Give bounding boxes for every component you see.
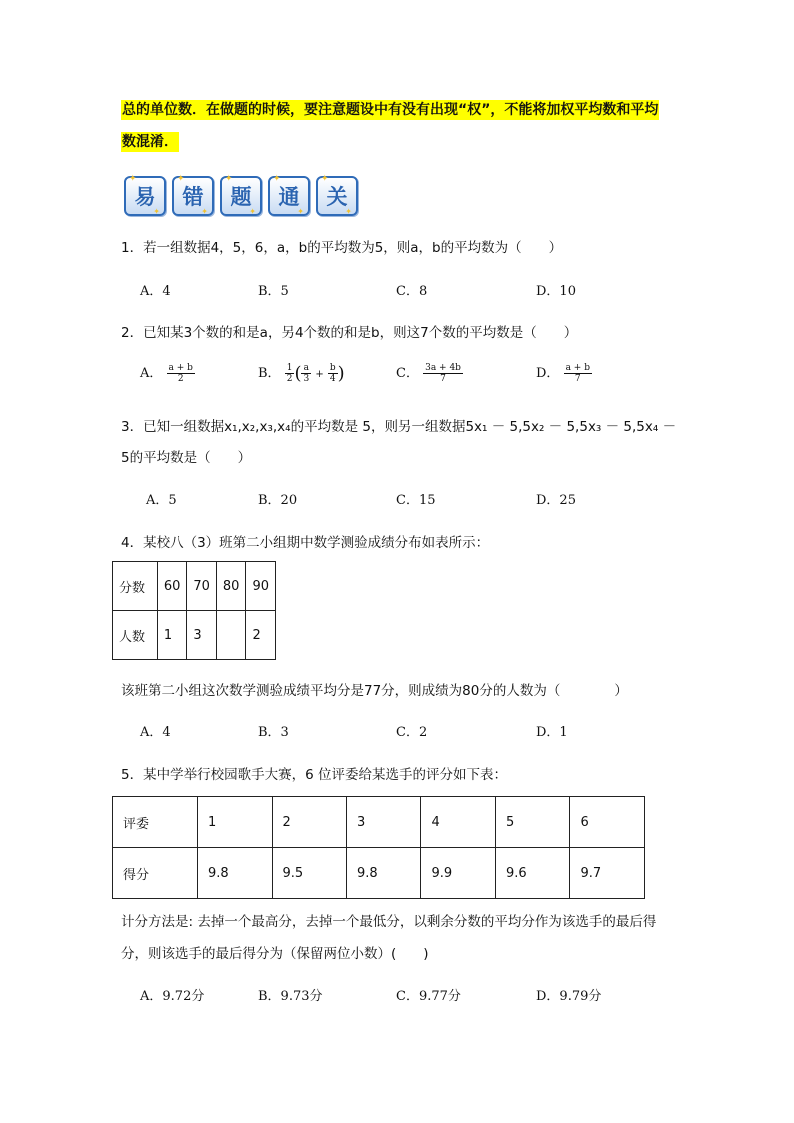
denominator: 3 [303, 374, 310, 384]
plus-sign: + [315, 369, 324, 380]
intro-line-2: 数混淆． [122, 134, 178, 150]
fraction [301, 363, 311, 384]
table-cell: 2 [272, 797, 346, 848]
option-label: C． [396, 366, 419, 381]
numerator: b [329, 363, 336, 373]
fraction [564, 363, 592, 384]
intro-line-1: 总的单位数．在做题的时候，要注意题设中有没有出现“权”，不能将加权平均数和平均 [122, 102, 659, 118]
q5-option-b: B．9.73分 [258, 989, 323, 1004]
numerator: 3a + 4b [425, 363, 461, 373]
table-cell: 80 [216, 562, 246, 611]
table-cell: 人数 [113, 611, 158, 660]
denominator: 2 [177, 374, 184, 384]
table-row [113, 848, 645, 899]
q2-option-a [140, 362, 195, 384]
option-label: A． [140, 366, 163, 381]
banner-tile: ✦ 易 ✦ [124, 176, 166, 216]
table-row [113, 797, 645, 848]
numerator: 1 [286, 363, 293, 373]
table-cell: 得分 [113, 848, 198, 899]
fraction [167, 363, 195, 384]
table-row [113, 611, 276, 660]
numerator: a + b [168, 363, 193, 373]
banner-tile: ✦ 题 ✦ [220, 176, 262, 216]
denominator: 2 [286, 374, 293, 384]
option-label: D． [536, 366, 560, 381]
question-3-line-1: 3．已知一组数据x₁,x₂,x₃,x₄的平均数是 5，则另一组数据5x₁ － 5,5x₂ － 5,5x₃ － 5,5x₄ － [121, 419, 677, 435]
table-cell: 3 [346, 797, 420, 848]
q3-option-b: B．20 [258, 493, 298, 508]
fraction [328, 363, 338, 384]
table-row [113, 562, 276, 611]
q1-option-a: A．4 [140, 284, 171, 299]
question-5-followup-2: 分，则该选手的最后得分为（保留两位小数）( ) [121, 946, 429, 962]
table-cell: 9.9 [421, 848, 495, 899]
table-cell: 90 [246, 562, 276, 611]
table-cell: 9.6 [495, 848, 569, 899]
table-cell: 60 [157, 562, 187, 611]
q5-option-d: D．9.79分 [536, 989, 602, 1004]
q2-option-b: B． $\frac{1}{2}$ ( $\frac{a}{3}$ + $\frac{b}{4}$ ) [258, 363, 345, 384]
q4-option-d: D．1 [536, 725, 568, 740]
score-distribution-table [112, 561, 276, 660]
q5-option-c: C．9.77分 [396, 989, 461, 1004]
numerator: a [301, 363, 311, 374]
question-4-followup: 该班第二小组这次数学测验成绩平均分是77分，则成绩为80分的人数为（ ） [121, 683, 628, 699]
table-cell: 9.8 [198, 848, 272, 899]
table-cell: 分数 [113, 562, 158, 611]
denominator: 7 [574, 374, 581, 384]
table-cell [216, 611, 246, 660]
denominator: 4 [329, 374, 336, 384]
option-label: B． [258, 366, 281, 381]
q3-option-c: C．15 [396, 493, 436, 508]
table-cell: 70 [187, 562, 217, 611]
q4-option-a: A．4 [140, 725, 171, 740]
q3-option-a: A．5 [146, 493, 177, 508]
question-4-stem: 4．某校八（3）班第二小组期中数学测验成绩分布如表所示： [121, 535, 490, 551]
question-1-stem: 1．若一组数据4，5，6，a，b的平均数为5，则a，b的平均数为（ ） [121, 240, 563, 256]
q3-option-d: D．25 [536, 493, 576, 508]
table-cell: 3 [187, 611, 217, 660]
q4-option-b: B．3 [258, 725, 289, 740]
error-prone-banner [124, 176, 358, 216]
q1-option-d: D．10 [536, 284, 576, 299]
banner-tile: ✦ 错 ✦ [172, 176, 214, 216]
table-cell: 2 [246, 611, 276, 660]
denominator: 7 [440, 374, 446, 384]
table-cell: 5 [495, 797, 569, 848]
table-cell: 1 [198, 797, 272, 848]
fraction [285, 363, 295, 384]
q4-option-c: C．2 [396, 725, 428, 740]
question-5-followup-1: 计分方法是: 去掉一个最高分，去掉一个最低分，以剩余分数的平均分作为该选手的最后得 [121, 914, 657, 930]
table-cell: 1 [157, 611, 187, 660]
table-cell: 9.8 [346, 848, 420, 899]
q2-option-d [536, 362, 592, 384]
numerator: a + b [565, 363, 590, 373]
question-2-stem: 2．已知某3个数的和是a，另4个数的和是b，则这7个数的平均数是（ ） [121, 325, 578, 341]
q2-option-c [396, 362, 463, 384]
question-5-stem: 5．某中学举行校园歌手大赛，6 位评委给某选手的评分如下表： [121, 767, 507, 783]
question-3-line-2: 5的平均数是（ ） [121, 450, 252, 466]
banner-tile: ✦ 关 ✦ [316, 176, 358, 216]
table-cell: 4 [421, 797, 495, 848]
q5-option-a: A．9.72分 [140, 989, 205, 1004]
banner-tile: ✦ 通 ✦ [268, 176, 310, 216]
table-cell: 9.5 [272, 848, 346, 899]
q1-option-b: B．5 [258, 284, 289, 299]
fraction [423, 363, 463, 384]
judge-score-table [112, 796, 645, 899]
table-cell: 6 [570, 797, 645, 848]
q1-option-c: C．8 [396, 284, 428, 299]
table-cell: 评委 [113, 797, 198, 848]
table-cell: 9.7 [570, 848, 645, 899]
